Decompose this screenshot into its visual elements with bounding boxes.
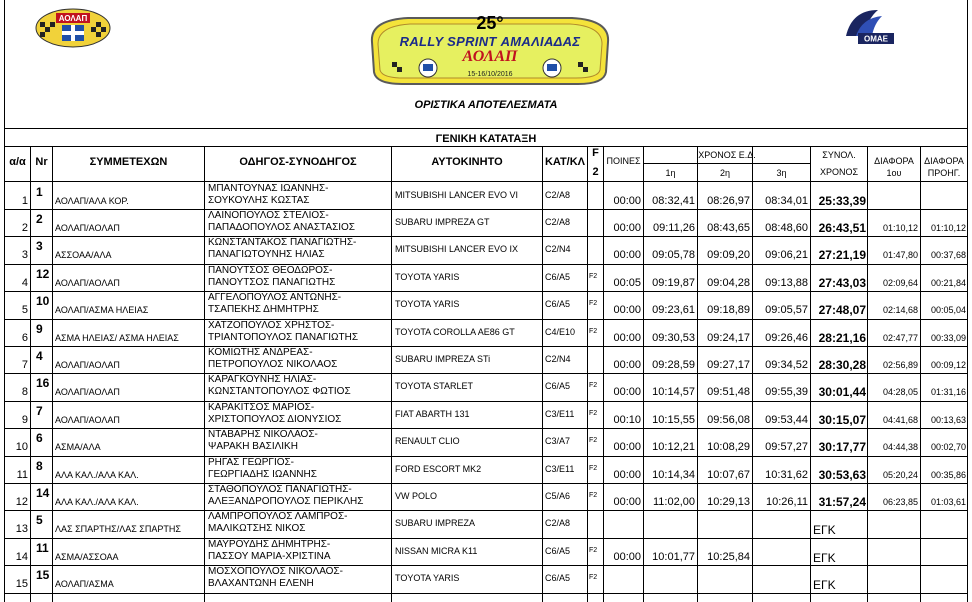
row-class: C2/A8 [545,189,571,200]
row-f2: F2 [589,327,598,335]
row-entrant: ΑΣΜΑ ΗΛΕΙΑΣ/ ΑΣΜΑ ΗΛΕΙΑΣ [55,332,179,343]
row-car-number: 8 [36,458,43,473]
row-class: C2/A8 [545,216,571,227]
row-diff-first: 04:44,38 [882,442,918,453]
row-total-time: 26:43,51 [818,220,866,235]
row-penalty: 00:00 [613,249,641,262]
row-f2: F2 [589,491,598,499]
row-position: 2 [21,221,28,234]
row-driver: ΛΑΙΝΟΠΟΥΛΟΣ ΣΤΕΛΙΟΣ- [208,209,329,221]
row-codriver: ΨΑΡΑΚΗ ΒΑΣΙΛΙΚΗ [208,441,298,453]
row-stage-3: 09:26,46 [765,331,808,344]
row-stage-1: 10:12,21 [652,441,695,454]
row-f2: F2 [589,546,598,554]
header-crew: ΟΔΗΓΟΣ-ΣΥΝΟΔΗΓΟΣ [239,156,357,168]
row-class: C6/A5 [545,271,571,282]
row-stage-2: 09:04,28 [707,276,750,289]
row-penalty: 00:00 [613,468,641,481]
row-diff-first: 06:23,85 [882,496,918,507]
row-car-number: 7 [36,403,43,418]
row-position: 5 [21,304,28,317]
row-stage-3: 09:06,21 [765,249,808,262]
row-stage-1: 10:14,34 [652,468,695,481]
header-diff1-b: 1ου [886,168,902,178]
row-total-time: 30:53,63 [818,467,866,482]
header-car: ΑΥΤΟΚΙΝΗΤΟ [431,156,503,168]
row-penalty: 00:00 [613,221,641,234]
row-f2: F2 [589,409,598,417]
row-total-time: 27:43,03 [818,275,866,290]
row-car: NISSAN MICRA K11 [395,545,478,556]
row-stage-2: 10:29,13 [707,495,750,508]
row-entrant: ΑΟΛΑΠ/ΑΟΛΑΠ [55,222,120,233]
row-stage-2: 08:26,97 [707,194,750,207]
row-stage-1: 09:30,53 [652,331,695,344]
row-stage-3: 08:34,01 [765,194,808,207]
row-car-number: 3 [36,239,43,254]
row-class: C2/N4 [545,244,571,255]
row-class: C6/A5 [545,545,571,556]
row-car: SUBARU IMPREZA GT [395,216,490,227]
row-diff-first: 02:09,64 [882,277,918,288]
federation-logo-text: ΟΜΑΕ [864,34,888,44]
row-driver: ΜΑΥΡΟΥΔΗΣ ΔΗΜΗΤΡΗΣ- [208,538,331,550]
header-f2: 2 [592,166,599,178]
row-f2: F2 [589,464,598,472]
row-diff-previous: 00:33,09 [930,332,966,343]
row-stage-3: 09:57,27 [765,441,808,454]
row-diff-first: 02:56,89 [882,359,918,370]
row-driver: ΚΩΝΣΤΑΝΤΑΚΟΣ ΠΑΝΑΓΙΩΤΗΣ- [208,237,357,249]
row-car-number: 2 [36,211,43,226]
header-stage-times: ΧΡΟΝΟΣ Ε.Δ. [698,150,756,160]
row-stage-1: 10:01,77 [652,550,695,563]
row-entrant: ΑΟΛΑΠ/ΑΟΛΑΠ [55,359,120,370]
row-position: 14 [15,550,28,563]
row-position: 6 [21,331,28,344]
row-driver: ΚΟΜΙΩΤΗΣ ΑΝΔΡΕΑΣ- [208,346,313,358]
row-driver: ΝΤΑΒΑΡΗΣ ΝΙΚΟΛΑΟΣ- [208,429,318,441]
row-car-number: 15 [36,568,50,583]
row-stage-1: 09:11,26 [652,221,695,234]
header-total-b: ΧΡΟΝΟΣ [819,167,859,177]
header-diff2-b: ΠΡΟΗΓ. [927,168,961,178]
header-total-a: ΣΥΝΟΛ. [822,150,856,160]
row-entrant: ΑΣΜΑ/ΑΣΣΟΑΑ [55,551,119,562]
row-codriver: ΑΛΕΞΑΝΔΡΟΠΟΥΛΟΣ ΠΕΡΙΚΛΗΣ [208,495,364,507]
row-diff-previous: 00:09,12 [930,359,966,370]
header-f: F [592,147,599,159]
row-car: RENAULT CLIO [395,436,460,447]
row-car-number: 12 [36,266,50,281]
row-entrant: ΑΟΛΑΠ/ΑΛΑ ΚΟΡ. [55,195,129,206]
row-driver: ΜΠΑΝΤΟΥΝΑΣ ΙΩΑΝΝΗΣ- [208,182,329,194]
row-position: 9 [21,413,28,426]
row-driver: ΡΗΓΑΣ ΓΕΩΡΓΙΟΣ- [208,456,295,468]
row-codriver: ΤΡΙΑΝΤΟΠΟΥΛΟΣ ΠΑΝΑΓΙΩΤΗΣ [208,331,359,343]
row-codriver: ΠΑΝΟΥΤΣΟΣ ΠΑΝΑΓΙΩΤΗΣ [208,276,336,288]
row-entrant: ΑΟΛΑΠ/ΑΟΛΑΠ [55,277,120,288]
row-car: SUBARU IMPREZA [395,518,476,529]
row-stage-3: 10:31,62 [765,468,808,481]
results-subtitle: ΟΡΙΣΤΙΚΑ ΑΠΟΤΕΛΕΣΜΑΤΑ [414,99,558,111]
row-total-time: ΕΓΚ [813,523,836,538]
row-entrant: ΑΟΛΑΠ/ΑΟΛΑΠ [55,414,120,425]
row-diff-previous: 01:10,12 [930,222,966,233]
row-total-time: 27:21,19 [818,248,866,263]
row-penalty: 00:00 [613,331,641,344]
row-class: C2/A8 [545,518,571,529]
row-diff-previous: 00:35,86 [930,469,966,480]
header-entrant: ΣΥΜΜΕΤΕΧΩΝ [89,156,168,168]
row-class: C5/A6 [545,490,571,501]
row-class: C6/A5 [545,299,571,310]
row-diff-previous: 00:02,70 [930,442,966,453]
event-number: 25° [476,13,504,33]
row-car: MITSUBISHI LANCER EVO VI [395,189,519,200]
row-total-time: 28:30,28 [818,357,866,372]
row-stage-1: 10:14,57 [652,386,695,399]
row-penalty: 00:00 [613,386,641,399]
header-penalties: ΠΟΙΝΕΣ [606,156,641,166]
row-class: C6/A5 [545,573,571,584]
row-driver: ΠΑΝΟΥΤΣΟΣ ΘΕΟΔΩΡΟΣ- [208,264,333,276]
row-f2: F2 [589,437,598,445]
row-car-number: 10 [36,294,50,309]
event-organizer: ΑΟΛΑΠ [462,48,518,65]
row-diff-first: 05:20,24 [882,469,918,480]
row-penalty: 00:00 [613,550,641,563]
row-position: 1 [21,194,28,207]
row-stage-3: 09:55,39 [765,386,808,399]
row-car-number: 6 [36,431,43,446]
row-class: C3/E11 [545,408,575,419]
row-codriver: ΠΑΝΑΓΙΩΤΟΥΝΗΣ ΗΛΙΑΣ [208,249,325,261]
event-title: RALLY SPRINT ΑΜΑΛΙΑΔΑΣ [399,34,581,49]
row-position: 15 [15,578,28,591]
header-ord: α/α [9,156,26,168]
row-position: 7 [21,358,28,371]
row-stage-2: 09:09,20 [707,249,750,262]
row-class: C4/E10 [545,326,576,337]
row-car: FIAT ABARTH 131 [395,408,470,419]
row-stage-1: 10:15,55 [652,413,695,426]
row-codriver: ΠΑΠΑΔΟΠΟΥΛΟΣ ΑΝΑΣΤΑΣΙΟΣ [208,221,355,233]
row-stage-2: 08:43,65 [707,221,750,234]
row-car: TOYOTA STARLET [395,381,474,392]
row-car-number: 5 [36,513,43,528]
header-stage-2: 2η [719,168,730,178]
row-entrant: ΑΣΣΟΑΑ/ΑΛΑ [55,250,112,261]
row-entrant: ΑΛΑ ΚΑΛ./ΑΛΑ ΚΑΛ. [55,496,139,507]
row-car-number: 16 [36,376,50,391]
row-class: C3/E11 [545,463,575,474]
row-car-number: 9 [36,321,43,336]
row-diff-first: 04:41,68 [882,414,918,425]
row-stage-1: 09:19,87 [652,276,695,289]
row-total-time: 27:48,07 [818,303,866,318]
event-dates: 15-16/10/2016 [467,71,513,78]
club-logo-left-text: ΑΟΛΑΠ [58,14,88,23]
row-position: 10 [15,441,28,454]
row-stage-3: 08:48,60 [765,221,808,234]
row-f2: F2 [589,382,598,390]
row-total-time: 31:57,24 [818,494,866,509]
row-position: 4 [21,276,28,289]
row-stage-1: 11:02,00 [652,495,695,508]
section-title: ΓΕΝΙΚΗ ΚΑΤΑΤΑΞΗ [435,133,537,145]
row-car: SUBARU IMPREZA STi [395,353,491,364]
row-class: C3/A7 [545,436,571,447]
row-entrant: ΑΟΛΑΠ/ΑΣΜΑ ΗΛΕΙΑΣ [55,305,149,316]
row-diff-previous: 01:31,16 [930,387,966,398]
row-driver: ΚΑΡΑΓΚΟΥΝΗΣ ΗΛΙΑΣ- [208,374,317,386]
row-entrant: ΛΑΣ ΣΠΑΡΤΗΣ/ΛΑΣ ΣΠΑΡΤΗΣ [55,524,181,535]
row-stage-3: 09:13,88 [765,276,808,289]
header-diff1-a: ΔΙΑΦΟΡΑ [874,156,914,166]
row-position: 11 [16,468,28,481]
row-codriver: ΓΕΩΡΓΙΑΔΗΣ ΙΩΑΝΝΗΣ [208,468,317,480]
row-car-number: 14 [36,485,50,500]
row-position: 12 [15,495,28,508]
row-entrant: ΑΛΑ ΚΑΛ./ΑΛΑ ΚΑΛ. [55,469,139,480]
row-car-number: 11 [36,540,49,555]
row-car: VW POLO [395,490,438,501]
header-class: ΚΑΤ/ΚΛ [544,156,586,168]
row-car: FORD ESCORT MK2 [395,463,482,474]
row-stage-2: 10:25,84 [707,550,750,563]
row-position: 13 [15,523,28,536]
row-codriver: ΣΟΥΚΟΥΛΗΣ ΚΩΣΤΑΣ [208,194,310,206]
row-stage-1: 09:28,59 [652,358,695,371]
row-codriver: ΧΡΙΣΤΟΠΟΥΛΟΣ ΔΙΟΝΥΣΙΟΣ [208,413,342,425]
header-diff2-a: ΔΙΑΦΟΡΑ [924,156,964,166]
row-entrant: ΑΟΛΑΠ/ΑΟΛΑΠ [55,387,120,398]
row-stage-3: 09:34,52 [765,358,808,371]
row-stage-1: 09:23,61 [652,304,695,317]
row-total-time: 28:21,16 [818,330,866,345]
row-f2: F2 [589,272,598,280]
row-entrant: ΑΣΜΑ/ΑΛΑ [55,442,101,453]
row-penalty: 00:10 [613,413,641,426]
row-diff-first: 01:10,12 [882,222,918,233]
header-nr: Nr [35,156,48,168]
row-penalty: 00:00 [613,441,641,454]
row-entrant: ΑΟΛΑΠ/ΑΣΜΑ [55,579,114,590]
row-diff-first: 02:47,77 [882,332,918,343]
row-penalty: 00:00 [613,194,641,207]
row-diff-previous: 00:21,84 [930,277,966,288]
row-codriver: ΜΑΛΙΚΩΤΣΗΣ ΝΙΚΟΣ [208,523,306,535]
row-car: TOYOTA YARIS [395,271,460,282]
row-diff-previous: 00:37,68 [930,250,966,261]
row-car: TOYOTA YARIS [395,299,460,310]
row-total-time: ΕΓΚ [813,578,836,593]
header-stage-3: 3η [776,168,787,178]
row-stage-1: 08:32,41 [652,194,695,207]
row-driver: ΚΑΡΑΚΙΤΣΟΣ ΜΑΡΙΟΣ- [208,401,315,413]
row-codriver: ΚΩΝΣΤΑΝΤΟΠΟΥΛΟΣ ΦΩΤΙΟΣ [208,386,351,398]
row-stage-2: 09:51,48 [707,386,750,399]
row-codriver: ΒΛΑΧΑΝΤΩΝΗ ΕΛΕΝΗ [208,578,314,590]
row-car: TOYOTA COROLLA AE86 GT [395,326,515,337]
row-total-time: 30:01,44 [818,385,866,400]
row-position: 3 [21,249,28,262]
row-stage-2: 09:18,89 [707,304,750,317]
header-stage-1: 1η [665,168,676,178]
row-codriver: ΠΑΣΣΟΥ ΜΑΡΙΑ-ΧΡΙΣΤΙΝΑ [208,550,331,562]
row-stage-2: 10:07,67 [707,468,750,481]
row-total-time: 30:17,77 [818,440,866,455]
row-diff-previous: 01:03,61 [930,496,966,507]
row-diff-first: 04:28,05 [882,387,918,398]
row-driver: ΜΟΣΧΟΠΟΥΛΟΣ ΝΙΚΟΛΑΟΣ- [208,566,343,578]
row-penalty: 00:05 [613,276,641,289]
row-driver: ΣΤΑΘΟΠΟΥΛΟΣ ΠΑΝΑΓΙΩΤΗΣ- [208,483,352,495]
row-stage-1: 09:05,78 [652,249,695,262]
row-stage-2: 10:08,29 [707,441,750,454]
row-driver: ΛΑΜΠΡΟΠΟΥΛΟΣ ΛΑΜΠΡΟΣ- [208,511,348,523]
row-diff-first: 01:47,80 [882,250,918,261]
row-total-time: 30:15,07 [818,412,866,427]
row-stage-3: 10:26,11 [765,495,808,508]
row-stage-3: 09:05,57 [765,304,808,317]
row-class: C6/A5 [545,381,571,392]
row-total-time: ΕΓΚ [813,550,836,565]
row-car: TOYOTA YARIS [395,573,460,584]
row-stage-2: 09:27,17 [707,358,750,371]
row-f2: F2 [589,574,598,582]
row-car-number: 1 [36,184,43,199]
row-diff-previous: 00:13,63 [930,414,966,425]
row-total-time: 25:33,39 [818,193,866,208]
row-codriver: ΤΣΑΠΕΚΗΣ ΔΗΜΗΤΡΗΣ [208,304,319,316]
row-penalty: 00:00 [613,304,641,317]
row-codriver: ΠΕΤΡΟΠΟΥΛΟΣ ΝΙΚΟΛΑΟΣ [208,358,338,370]
row-class: C2/N4 [545,353,571,364]
row-f2: F2 [589,300,598,308]
row-driver: ΑΓΓΕΛΟΠΟΥΛΟΣ ΑΝΤΩΝΗΣ- [208,292,342,304]
row-car: MITSUBISHI LANCER EVO IX [395,244,519,255]
row-stage-3: 09:53,44 [765,413,808,426]
row-penalty: 00:00 [613,358,641,371]
row-position: 8 [21,386,28,399]
row-diff-previous: 00:05,04 [930,305,966,316]
row-car-number: 4 [36,348,43,363]
row-stage-2: 09:56,08 [707,413,750,426]
row-penalty: 00:00 [613,495,641,508]
row-stage-2: 09:24,17 [707,331,750,344]
row-diff-first: 02:14,68 [882,305,918,316]
row-driver: ΧΑΤΖΟΠΟΥΛΟΣ ΧΡΗΣΤΟΣ- [208,319,335,331]
